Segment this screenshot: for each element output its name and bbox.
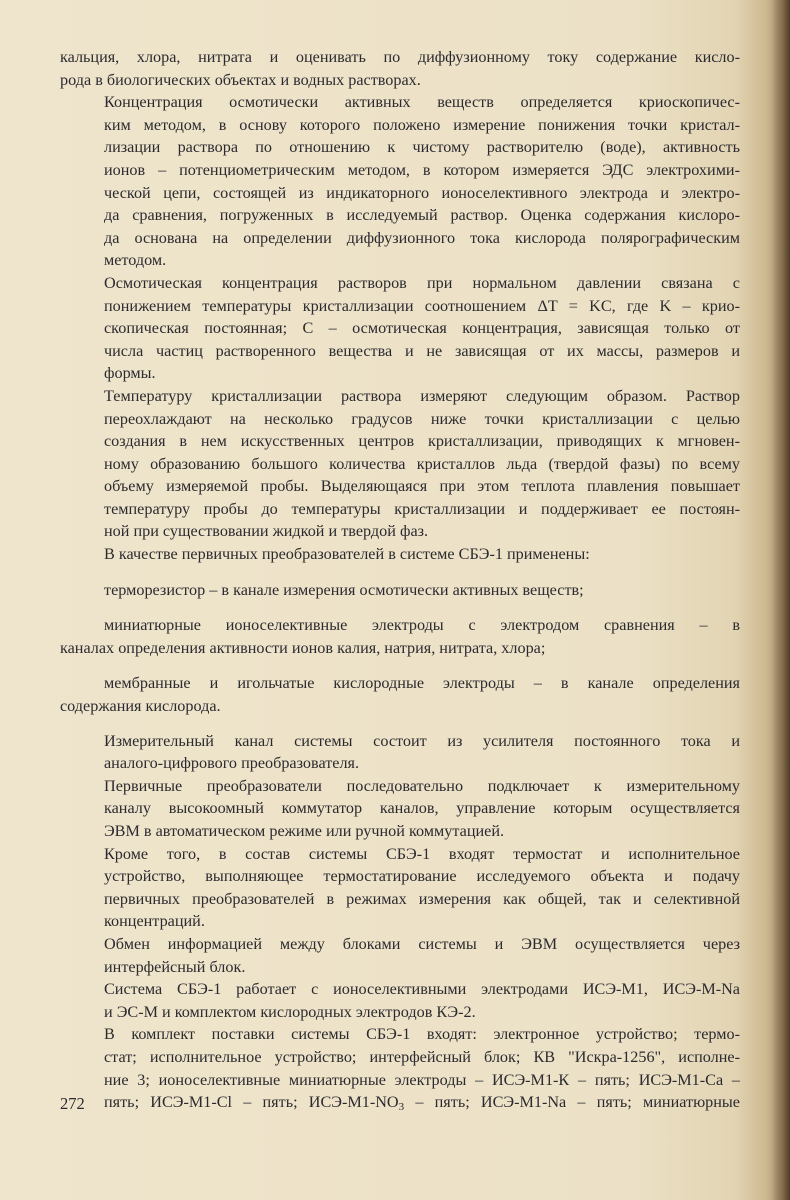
paragraph-4: Температуру кристаллизации раствора измеряют следующим образом. Раствор переохлаждают на несколько градусов ниже точки кристаллизации с целью создания в нем искусственных центров кристаллизации, приводящих к мгновен- ному образованию большого количества кристаллов льда (твердой фазы) по всему объему измеряемой пробы. Выделяющаяся при этом теплота плавления повышает температуру пробы до температуры кристаллизации и поддерживает ее постоян- ной при существовании жидкой и твердой фаз. (104, 386, 740, 541)
paragraph-8: Кроме того, в состав системы СБЭ-1 входят термостат и исполнительное устройство, выполняющее термостатирование исследуемого объекта и подачу первичных преобразователей в режимах измерения как общей, так и селективной концентраций. (104, 844, 740, 931)
list-item-thermoresistor: терморезистор – в канале измерения осмотически активных веществ; (104, 580, 584, 599)
paragraph-6: Измерительный канал системы состоит из усилителя постоянного тока и аналого-цифрового преобразователя. (104, 731, 740, 773)
paragraph-2: Концентрация осмотически активных веществ определяется криоскопичес- ким методом, в основу которого положено измерение понижения точки кристал- лизации раствора по отношению к чистому растворителю (воде), активность ионов – потенциометрическим методом, в котором измеряется ЭДС электрохими- ческой цепи, состоящей из индикаторного ионоселективного электрода и электро- да сравнения, погруженных в исследуемый раствор. Оценка содержания кислоро- да основана на определении диффузионного тока кислорода полярографическим методом. (104, 93, 740, 270)
list-item-ion-electrodes: миниатюрные ионоселективные электроды с электродом сравнения – в каналах определения активности ионов калия, натрия, нитрата, хлора; (60, 616, 740, 657)
paragraph-7: Первичные преобразователи последовательно подключает к измерительному каналу высокоомный коммутатор каналов, управление которым осуществляется ЭВМ в автоматическом режиме или ручной коммутацией. (104, 776, 740, 840)
list-item-oxygen-electrodes: мембранные и игольчатые кислородные электроды – в канале определения содержания кислорода. (60, 674, 740, 716)
paragraph-5: В качестве первичных преобразователей в системе СБЭ-1 применены: (104, 545, 590, 564)
paragraph-10: Система СБЭ-1 работает с ионоселективными электродами ИСЭ-М1, ИСЭ-М-Na и ЭС-М и комплектом кислородных электродов КЭ-2. (104, 980, 740, 1021)
subscript-3: 3 (398, 1101, 405, 1114)
paragraph-1: кальция, хлора, нитрата и оценивать по диффузионному току содержание кисло- рода в биологических объектах и водных растворах. (60, 48, 740, 89)
paragraph-9: Обмен информацией между блоками системы и ЭВМ осуществляется через интерфейсный блок. (104, 934, 740, 976)
last-line-with-subscript: пять; ИСЭ-М1-Cl – пять; ИСЭ-$М1-NO_3$ – пять; ИСЭ-М1-Na – пять; миниатюрные (104, 1093, 740, 1114)
paragraph-11: В комплект поставки системы СБЭ-1 входят: электронное устройство; термо- стат; исполнительное устройство; интерфейсный блок; КВ "Искра-1256", исполне- ние 3; ионоселективные миниатюрные электроды – ИСЭ-М1-К – пять; ИСЭ-М1-Са – пять; ИСЭ-М1-Cl – пять; ИСЭ-$М1-NO_3$ – пять; ИСЭ-М1-Na – пять; миниатюрные (60, 1023, 740, 1113)
body-text (60, 46, 740, 1114)
page-number: 272 (60, 1094, 85, 1113)
paragraph-3: Осмотическая концентрация растворов при нормальном давлении связана с понижением температуры кристаллизации соотношением ΔT = KC, где K – крио- скопическая постоянная; C – осмотическая концентрация, зависящая только от числа частиц растворенного вещества и не зависящая от их массы, размеров и формы. (104, 273, 740, 383)
page-binding-shadow (772, 0, 790, 1200)
